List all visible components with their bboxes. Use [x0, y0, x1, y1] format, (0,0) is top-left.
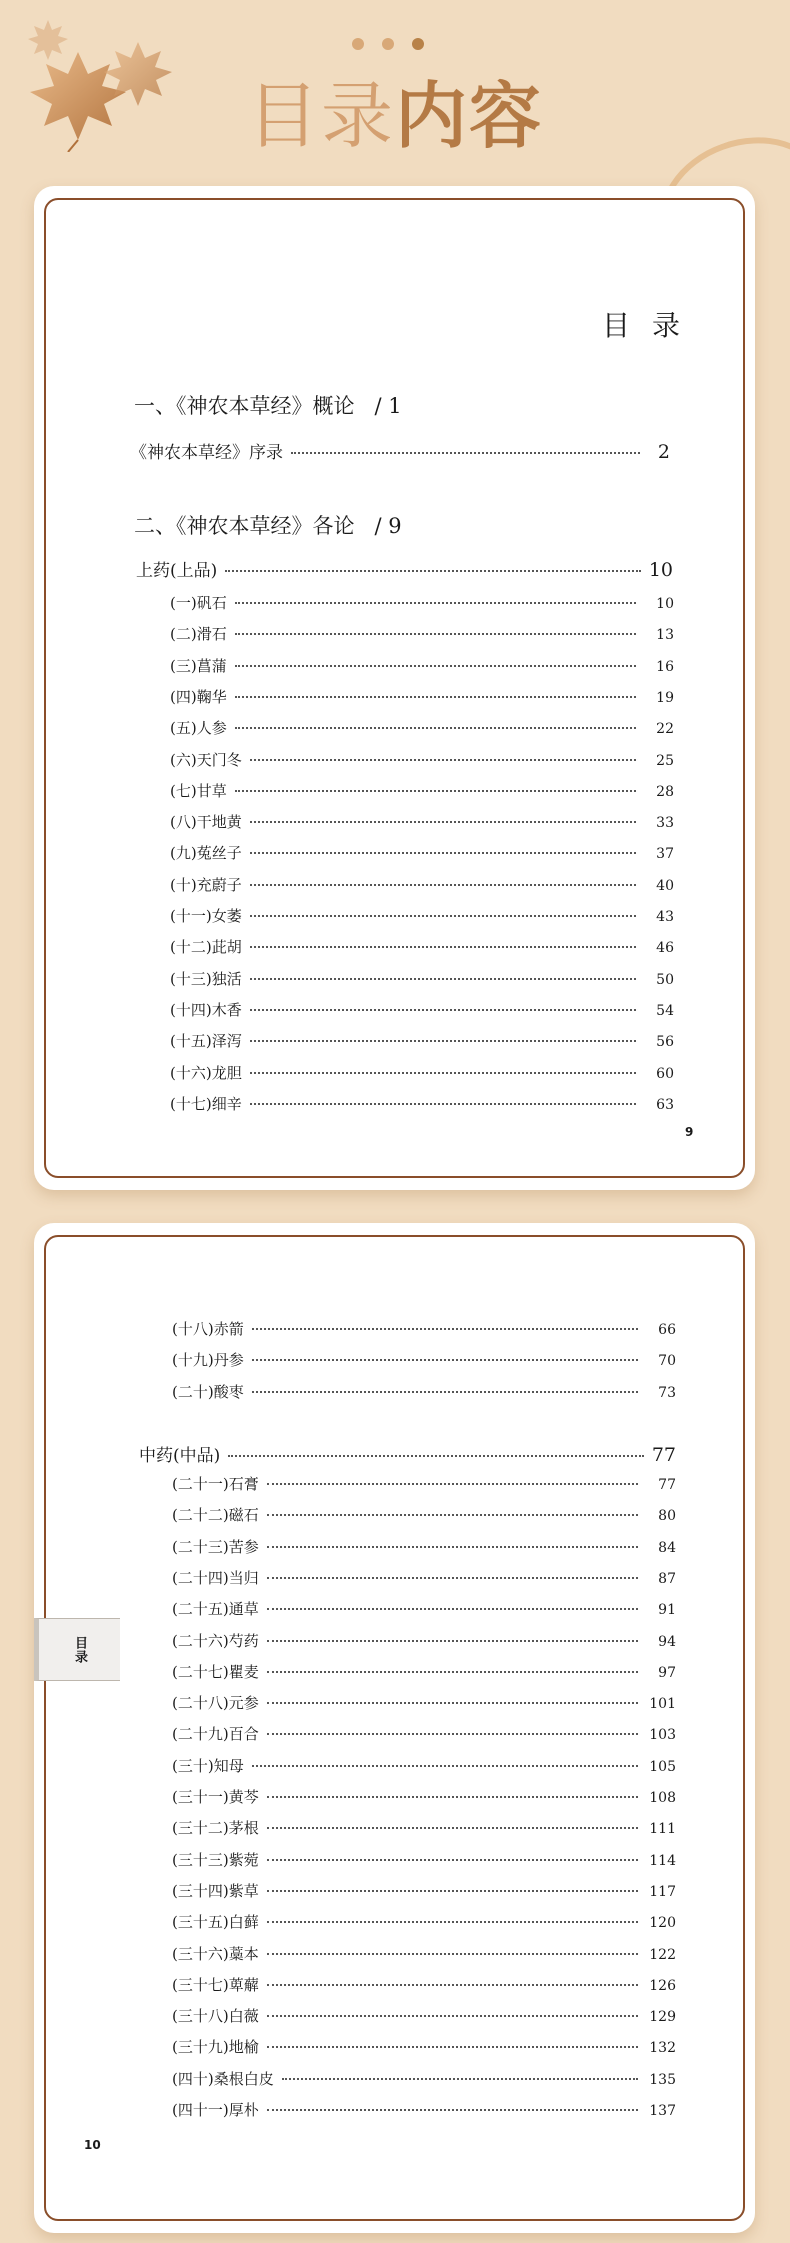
toc-entry-label: (三十二)茅根: [172, 1819, 259, 1838]
dot-leader: [267, 2015, 638, 2017]
dot-leader: [250, 915, 636, 917]
toc-entry[interactable]: [172, 2068, 676, 2099]
toc-entry[interactable]: [170, 842, 674, 873]
toc-entry-page: 70: [658, 1353, 676, 1370]
toc-entry-label: (三十四)紫草: [172, 1881, 259, 1900]
toc-entry-label: (二十五)通草: [172, 1600, 259, 1619]
toc-entry-page: 132: [649, 2040, 676, 2057]
toc-entry[interactable]: [172, 1974, 676, 2005]
toc-entry-label: (三十一)黄芩: [172, 1788, 259, 1806]
toc-entry-label: (二)滑石: [170, 625, 227, 644]
dot-leader: [267, 1640, 638, 1642]
toc-entry-label: (四十一)厚朴: [172, 2101, 259, 2119]
dot-leader: [250, 1103, 636, 1105]
decorative-dots: [352, 38, 424, 50]
toc-page-10: [34, 1223, 755, 2233]
toc-entry-page: 137: [649, 2103, 676, 2119]
toc-entry-label: (四)鞠华: [170, 687, 227, 706]
toc-entry-middle-grade[interactable]: 中药(中品) 77: [139, 1444, 676, 1466]
toc-entry[interactable]: [170, 968, 674, 999]
toc-entry-label: (三)菖蒲: [170, 656, 227, 675]
toc-entry[interactable]: [172, 1318, 676, 1349]
dot-leader: [267, 1859, 638, 1861]
toc-entry-label: (三十五)白藓: [172, 1913, 259, 1932]
toc-entry-page: 10: [656, 596, 674, 612]
toc-entry-label: (十二)茈胡: [170, 938, 242, 957]
toc-entry-page: 80: [658, 1508, 676, 1525]
toc-entry[interactable]: [172, 1755, 676, 1786]
toc-entry[interactable]: [170, 780, 674, 811]
toc-entry-label: (九)菟丝子: [170, 844, 242, 863]
toc-title: 目录: [602, 309, 703, 342]
dot-leader: [267, 1483, 638, 1485]
toc-entry-page: 94: [658, 1633, 676, 1650]
toc-entry-page: 33: [656, 815, 674, 832]
dot-leader: [250, 978, 636, 980]
toc-entry-page: 101: [649, 1696, 676, 1713]
toc-entry-page: 103: [649, 1727, 676, 1744]
dot-leader: [267, 2109, 638, 2111]
toc-entry[interactable]: [170, 811, 674, 842]
dot-leader: [282, 2078, 638, 2080]
toc-entry-label: (十)充蔚子: [170, 875, 242, 894]
toc-entry[interactable]: [170, 1093, 674, 1124]
toc-entry-label: (一)矾石: [170, 594, 227, 612]
dot-leader: [250, 1009, 636, 1011]
toc-entry[interactable]: [172, 1504, 676, 1535]
toc-entry-page: 129: [649, 2009, 676, 2026]
toc-entry[interactable]: [172, 1661, 676, 1692]
toc-entry[interactable]: [170, 592, 674, 623]
toc-entry-label: (十八)赤箭: [172, 1320, 244, 1338]
toc-entry[interactable]: [170, 1062, 674, 1093]
toc-entry-page: 135: [649, 2071, 676, 2088]
dot-leader: [267, 1514, 638, 1516]
toc-entry-label: (二十一)石膏: [172, 1475, 259, 1493]
toc-entry-page: 108: [649, 1790, 676, 1806]
toc-entry-label: (七)甘草: [170, 781, 227, 800]
toc-entry-page: 50: [656, 971, 674, 988]
toc-entry-preface[interactable]: 《神农本草经》序录 2: [130, 441, 670, 463]
dot-leader: [250, 821, 636, 823]
toc-entry-page: 105: [649, 1758, 676, 1775]
dot-leader: [235, 727, 636, 729]
toc-entry-label: (六)天门冬: [170, 750, 242, 769]
toc-entry-label: (三十八)白薇: [172, 2007, 259, 2026]
dot-leader: [235, 633, 636, 635]
section-heading-monographs: 二、《神农本草经》各论 / 9: [134, 514, 402, 538]
dot-leader: [252, 1391, 638, 1393]
toc-entry-page: 97: [658, 1664, 676, 1681]
toc-entry-label: (十一)女萎: [170, 907, 242, 925]
dot-leader: [267, 1953, 638, 1955]
toc-entry-label: (十九)丹参: [172, 1351, 244, 1370]
toc-entry-label: (二十二)磁石: [172, 1506, 259, 1525]
dot-leader: [250, 852, 636, 854]
toc-page-9: [34, 186, 755, 1190]
toc-entry[interactable]: [172, 1567, 676, 1598]
toc-entry[interactable]: [170, 623, 674, 654]
toc-entry-label: (三十七)萆薢: [172, 1975, 259, 1994]
toc-entry-label: (十六)龙胆: [170, 1063, 242, 1082]
toc-entry[interactable]: [170, 655, 674, 686]
toc-entry-label: (八)干地黄: [170, 813, 242, 832]
toc-entry[interactable]: [172, 1630, 676, 1661]
dot-leader: [235, 665, 636, 667]
dot-leader: [252, 1765, 638, 1767]
toc-entry[interactable]: [170, 717, 674, 748]
toc-entry-page: 13: [656, 627, 674, 644]
dot-leader: [250, 1072, 636, 1074]
toc-entry-label: (二十四)当归: [172, 1568, 259, 1587]
dot-leader: [250, 884, 636, 886]
toc-entry-page: 22: [656, 721, 674, 738]
toc-entry-label: (二十)酸枣: [172, 1382, 244, 1401]
toc-entry[interactable]: [172, 2005, 676, 2036]
toc-entry-page: 114: [649, 1852, 676, 1869]
toc-entry[interactable]: [172, 1817, 676, 1848]
toc-entry-label: (三十六)藁本: [172, 1944, 259, 1963]
toc-entry-label: (十三)独活: [170, 969, 242, 988]
toc-entry-page: 43: [656, 909, 674, 925]
dot-leader: [252, 1328, 638, 1330]
toc-entry-page: 111: [649, 1821, 676, 1838]
dot-leader: [267, 1577, 638, 1579]
toc-entry-label: (三十)知母: [172, 1756, 244, 1775]
toc-entry-upper-grade[interactable]: 上药(上品) 10: [136, 559, 673, 581]
toc-entry-page: 40: [656, 877, 674, 894]
toc-entry[interactable]: [172, 1786, 676, 1817]
toc-entry[interactable]: [172, 1943, 676, 1974]
dot-leader: [250, 1040, 636, 1042]
dot-leader: [267, 1796, 638, 1798]
toc-entry-page: 56: [656, 1034, 674, 1051]
toc-entry[interactable]: [170, 1030, 674, 1061]
toc-entry-label: (二十九)百合: [172, 1725, 259, 1744]
dot-leader: [267, 1827, 638, 1829]
dot-leader: [267, 1921, 638, 1923]
toc-entry-page: 54: [656, 1002, 674, 1019]
toc-entry-page: 46: [656, 940, 674, 957]
toc-entry-label: (十七)细辛: [170, 1094, 242, 1113]
toc-entry-page: 77: [658, 1477, 676, 1493]
dot-leader: [267, 1702, 638, 1704]
toc-entry-page: 73: [658, 1384, 676, 1401]
toc-entry[interactable]: [172, 1536, 676, 1567]
toc-entry-page: 126: [649, 1977, 676, 1994]
toc-entry-page: 19: [656, 689, 674, 706]
toc-entry-page: 63: [656, 1096, 674, 1113]
toc-entry-label: (二十八)元参: [172, 1694, 259, 1713]
dot-leader: [267, 1546, 638, 1548]
dot-leader: [235, 696, 636, 698]
banner-title: 目录内容: [246, 74, 544, 158]
toc-entry[interactable]: [170, 686, 674, 717]
dot-leader: [267, 1733, 638, 1735]
toc-entry-page: 117: [649, 1883, 676, 1900]
dot-leader: [250, 946, 636, 948]
toc-entry[interactable]: [172, 1349, 676, 1380]
section-side-tab: 目录: [34, 1618, 120, 1681]
toc-entry[interactable]: [172, 2099, 676, 2130]
toc-entry[interactable]: [172, 2036, 676, 2067]
toc-entry[interactable]: [170, 936, 674, 967]
dot-leader: [235, 790, 636, 792]
toc-entry-page: 87: [658, 1570, 676, 1587]
toc-entry-label: (三十三)紫菀: [172, 1850, 259, 1869]
toc-entry-label: (四十)桑根白皮: [172, 2069, 274, 2088]
toc-entry-page: 66: [658, 1322, 676, 1338]
dot-leader: [250, 759, 636, 761]
toc-entry-page: 37: [656, 846, 674, 863]
toc-entry-label: (五)人参: [170, 719, 227, 738]
dot-leader: [235, 602, 636, 604]
toc-entry[interactable]: [172, 1911, 676, 1942]
toc-entry-page: 91: [658, 1602, 676, 1619]
toc-entry-page: 120: [649, 1915, 676, 1932]
toc-entry[interactable]: [172, 1692, 676, 1723]
toc-entry[interactable]: [172, 1880, 676, 1911]
toc-entry[interactable]: [170, 905, 674, 936]
toc-entry[interactable]: [170, 874, 674, 905]
toc-entry[interactable]: [172, 1473, 676, 1504]
toc-entry[interactable]: [170, 999, 674, 1030]
dot-leader: [267, 1608, 638, 1610]
dot-leader: [267, 2046, 638, 2048]
toc-entry-page: 60: [656, 1065, 674, 1082]
toc-entry-label: (三十九)地榆: [172, 2038, 259, 2057]
toc-entry[interactable]: [172, 1723, 676, 1754]
page-number: 10: [84, 2138, 101, 2152]
toc-entry-label: (二十三)苦参: [172, 1537, 259, 1556]
toc-entry[interactable]: [170, 749, 674, 780]
toc-entry-label: (二十六)芍药: [172, 1631, 259, 1650]
toc-entry-page: 25: [656, 752, 674, 769]
dot-leader: [252, 1359, 638, 1361]
toc-entry-label: (二十七)瞿麦: [172, 1662, 259, 1681]
toc-entry[interactable]: [172, 1849, 676, 1880]
toc-entry-page: 122: [649, 1946, 676, 1963]
toc-entry[interactable]: [172, 1598, 676, 1629]
page-number: 9: [685, 1125, 694, 1139]
toc-entry-page: 84: [658, 1539, 676, 1556]
toc-entry-label: (十四)木香: [170, 1000, 242, 1019]
dot-leader: [267, 1890, 638, 1892]
toc-entry-label: (十五)泽泻: [170, 1032, 242, 1051]
toc-entry-page: 28: [656, 783, 674, 800]
section-heading-overview: 一、《神农本草经》概论 / 1: [134, 394, 402, 418]
dot-leader: [267, 1671, 638, 1673]
dot-leader: [267, 1984, 638, 1986]
toc-entry[interactable]: [172, 1381, 676, 1412]
toc-entry-page: 16: [656, 658, 674, 675]
